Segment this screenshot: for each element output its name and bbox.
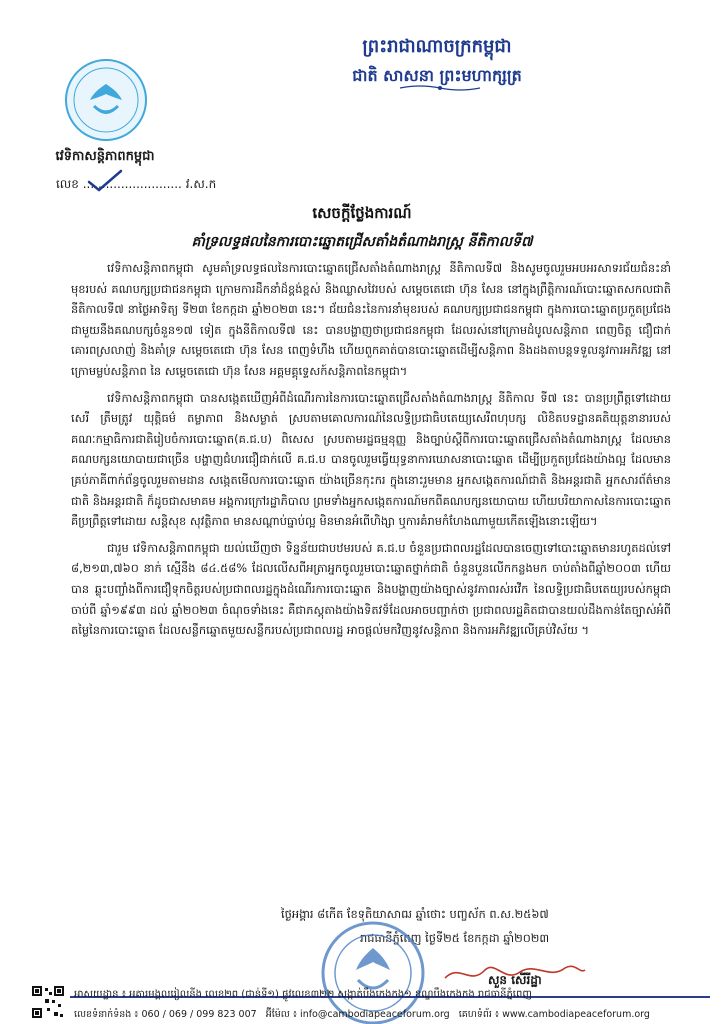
- paragraph-3: ជារួម វេទិកាសន្តិភាពកម្ពុជា យល់ឃើញថា ទិន្នន័យជាបឋមរបស់ គ.ជ.ប ចំនួនប្រជាពលរដ្ឋដែលបានចេញទៅបោះឆ្នោតមានរហូតដល់ទៅ ៨,២១៣,៧៦០ នាក់ ស្មើនឹង ៨៤.៥៨% ដែលលើសពីអត្រាអ្នកចូលរួមបោះឆ្នោតថ្នាក់ជាតិ ចំនួនបួនលើកកន្លងមក ចាប់តាំងពីឆ្នាំ២០០៣ ហើយបាន ឆ្លុះបញ្ចាំងពីការជឿទុកចិត្តរបស់ប្រជាពលរដ្ឋក្នុងដំណើរការបោះឆ្នោត និងបង្ហាញយ៉ាងច្បាស់នូវភាពរស់រវើក នៃលទ្ធិប្រជាធិបតេយ្យរបស់កម្ពុជាចាប់ពី ឆ្នាំ១៩៩៣ ដល់ ឆ្នាំ២០២៣ ចំណុចទាំងនេះ គឺជាភស្តុតាងយ៉ាងទិតវទ៏ដែលអាចបញ្ជាក់ថា ប្រជាពលរដ្ឋគិតជាបានយល់ដឹងកាន់តែច្បាស់អំពី តម្លៃនៃការបោះឆ្នោត ដែលសន្លឹកឆ្នោតមួយសន្លឹករបស់ប្រជាពលរដ្ឋ អាចផ្តល់មកវិញនូវសន្តិភាព និងការអភិវឌ្ឍលើគ្រប់វិស័យ ។: [71, 540, 671, 638]
- footer-email[interactable]: អ៊ីម៉ែល ៖ info@cambodiapeaceforum.org: [265, 1009, 450, 1020]
- document-footer: [74, 986, 714, 1024]
- reference-dots: ..........................: [82, 177, 182, 191]
- paragraph-1: វេទិកាសន្តិភាពកម្ពុជា សូមគាំទ្រលទ្ធផលនៃការបោះឆ្នោតជ្រើសតាំងតំណាងរាស្ត្រ នីតិកាលទី៧ និងសូមចូលរួមអបអរសាទរជ័យជំនះនាំមុខរបស់ គណបក្សប្រជាជនកម្ពុជា ក្រោមការដឹកនាំដ៏ខ្ពង់ខ្ពស់ និងឈ្លាសវៃរបស់ សម្តេចតេជោ ហ៊ុន សែន នៅក្នុងព្រឹត្តិការណ៍បោះឆ្នោតសកលជាតិ នីតិកាលទី៧ នាថ្ងៃអាទិត្យ ទី២៣ ខែកក្កដា ឆ្នាំ២០២៣ នេះ។ ជ័យជំនះនៃការនាំមុខរបស់ គណបក្សប្រជាជនកម្ពុជា ក្នុងការបោះឆ្នោតប្រកួតប្រជែងជាមួយនឹងគណបក្សចំនួន១៧ ទៀត ក្នុងនីតិកាលទី៧ នេះ បានបង្ហាញថាប្រជាជនកម្ពុជា ដែលរស់នៅក្រោមដំបូលសន្តិភាព ពេញចិត្ត ជឿជាក់ គោរពស្រលាញ់ និងគាំទ្រ សម្តេចតេជោ ហ៊ុន សែន ពេញទំហឹង ហើយពួកគាត់បានបោះឆ្នោតដើម្បីសន្តិភាព និងដងតាបន្តទទួលនូវការអភិវឌ្ឍ នៅក្រោមម្លប់សន្តិភាព នៃ សម្តេចតេជោ ហ៊ុន សែន អគ្គមគ្គុទ្ទេសក៍សន្តិភាពនៃកម្ពុជា។: [71, 261, 671, 378]
- document-title: សេចក្តីថ្លែងការណ៍: [312, 204, 412, 222]
- footer-contacts: [74, 1006, 714, 1024]
- signer-name: សួន សើរីដ្ឋា: [488, 973, 542, 987]
- footer-phone: លេខទំនាក់ទំនង ៖ 060 / 069 / 099 823 007: [74, 1009, 257, 1020]
- solar-date: រាជធានីភ្នំពេញ ថ្ងៃទី២៥ ខែកក្កដា ឆ្នាំ២០២៣: [360, 931, 550, 945]
- footer-website[interactable]: គេហទំព័រ ៖ www.cambodiapeaceforum.org: [458, 1009, 650, 1020]
- national-motto: ជាតិ សាសនា ព្រះមហាក្សត្រ: [352, 66, 522, 85]
- reference-number: [56, 176, 216, 194]
- kingdom-title: ព្រះរាជាណាចក្រកម្ពុជា: [362, 36, 512, 57]
- lunar-date: ថ្ងៃអង្គារ ៨កើត ខែទុតិយាសាឍ ឆ្នាំថោះ បញ្ចស័ក ព.ស.២៥៦៧: [281, 907, 549, 921]
- checkmark-icon: [85, 168, 125, 194]
- qr-code-icon: [30, 984, 66, 1020]
- organization-name: វេទិកាសន្តិភាពកម្ពុជា: [55, 149, 155, 164]
- reference-prefix: លេខ: [56, 177, 79, 191]
- reference-suffix: វ.ស.ក: [185, 177, 217, 191]
- document-subtitle: គាំទ្រលទ្ធផលនៃការបោះឆ្នោតជ្រើសតាំងតំណាងរាស្ត្រ នីតិកាលទី៧: [191, 234, 533, 250]
- footer-address: អាសយដ្ឋាន ៖ អគារមង្គលរៀលនីង លេខ២ព (ជាន់ទី១) ផ្លូវលេខ៣២២ សង្កាត់បឹងកេងកង១ ខណ្ឌបឹងកេងកង រាជធានីភ្នំពេញ: [74, 989, 532, 1000]
- cambodia-peace-forum-logo: [64, 58, 148, 142]
- document-body: [71, 258, 671, 647]
- paragraph-2: វេទិកាសន្តិភាពកម្ពុជា បានសង្កេតឃើញអំពីដំណើរការនៃការបោះឆ្នោតជ្រើសតាំងតំណាងរាស្ត្រ នីតិកាល ទី៧ នេះ បានប្រព្រឹត្តទៅដោយ សេរី ត្រឹមត្រូវ យុត្តិធម៌ តម្លាភាព និងសម្ងាត់ ស្របតាមគោលការណ៍នៃលទ្ធិប្រជាធិបតេយ្យសេរីពហុបក្ស លិខិតបទដ្ឋានគតិយុត្តនានារបស់គណៈកម្មាធិការជាតិរៀបចំការបោះឆ្នោត(គ.ជ.ប) ពិសេស ស្របតាមរដ្ឋធម្មនុញ្ញ និងច្បាប់ស្តីពីការបោះឆ្នោតជ្រើសតាំងតំណាងរាស្ត្រ ដែលមានគណបក្សនយោបាយជាច្រើន បង្ហាញជំហរជឿជាក់លើ គ.ជ.ប បានចូលរួមធ្វើយុទ្ធនាការឃោសនាបោះឆ្នោត ដើម្បីប្រកួតប្រជែងយ៉ាងល្អ ដែលមានគ្រប់ភាគីពាក់ព័ន្ធចូលរួមតាមដាន សង្កេតមើលការបោះឆ្នោត យ៉ាងច្រើនកុះករ ក្នុងនោះរួមមាន អ្នកសង្កេតការណ៍ជាតិ និងអន្តរជាតិ អ្នកសារព័ត៌មានជាតិ និងអន្តរជាតិ ក៏ដូចជាសមាគម អង្គការក្រៅរដ្ឋាភិបាល ព្រមទាំងអ្នកសង្កេតការណ៍មកពីគណបក្សនយោបាយ ហើយបរិយាកាសនៃការបោះឆ្នោត គឺប្រព្រឹត្តទៅដោយ សន្តិសុខ សុវត្ថិភាព មានសណ្តាប់ធ្នាប់ល្អ មិនមានអំពើហិង្សា ឬការគំរាមកំហែងណាមួយកើតឡើងនោះឡើយ។: [71, 390, 671, 529]
- ornament-divider: [395, 84, 485, 92]
